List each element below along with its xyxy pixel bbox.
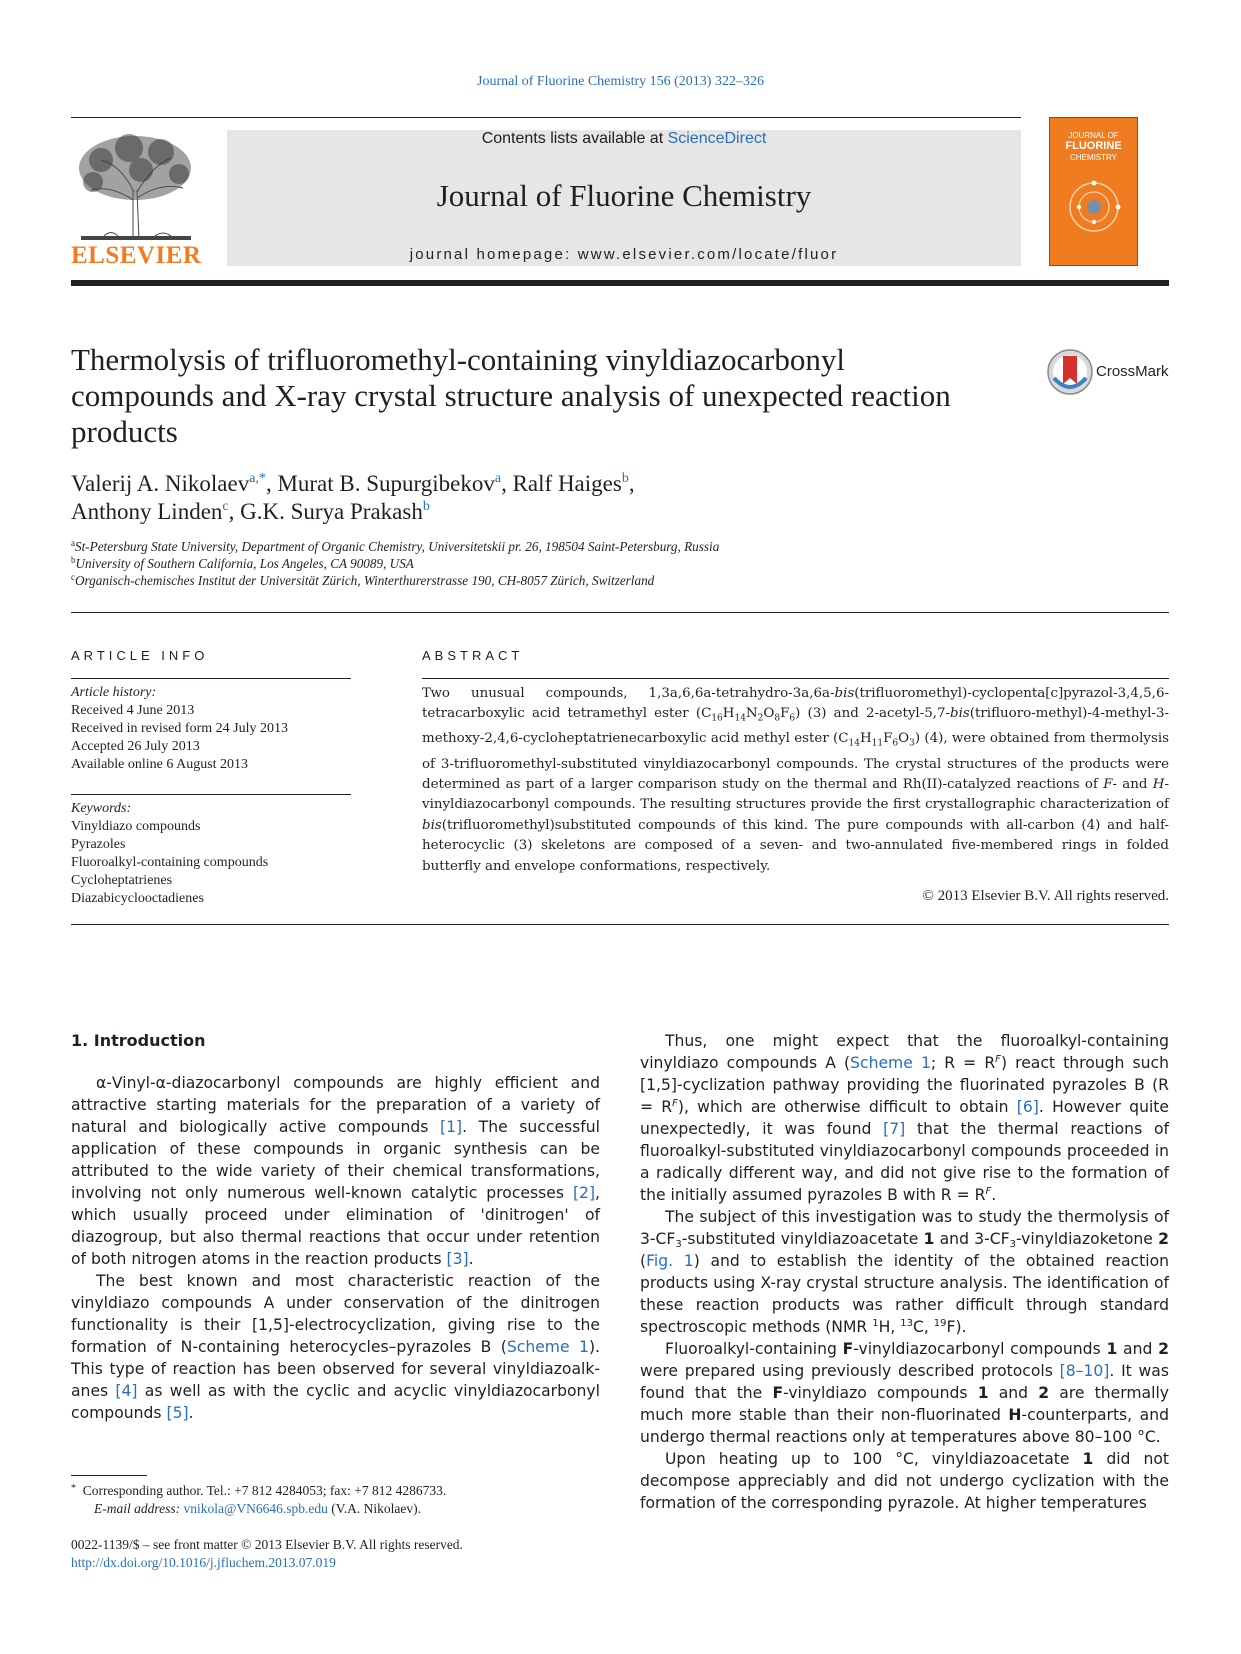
header-rule (71, 117, 1021, 118)
corresponding-author-footnote: * Corresponding author. Tel.: +7 812 4284053; fax: +7 812 4286733. E-mail address: vnikola@VN6646.spb.edu (V.A. Nikolaev). (71, 1483, 447, 1516)
author-affiliation-mark[interactable]: a,* (249, 471, 266, 486)
author-name: Valerij A. Nikolaev (71, 471, 250, 496)
header-thick-rule (71, 280, 1169, 286)
abstract-copyright: © 2013 Elsevier B.V. All rights reserved. (922, 888, 1169, 904)
history-item: Received 4 June 2013 (71, 703, 195, 718)
keywords-list (71, 800, 356, 908)
keywords-rule (71, 794, 351, 795)
scheme-link[interactable]: Scheme 1 (506, 1338, 589, 1356)
elsevier-logo[interactable] (71, 130, 201, 270)
journal-banner (227, 130, 1021, 266)
contents-line (227, 130, 1021, 148)
history-item: Accepted 26 July 2013 (71, 739, 200, 754)
paragraph: Upon heating up to 100 °C, vinyldiazoacetate 1 did not decompose appreciably and did not undergo cyclization with the formation of the corresponding pyrazole. At higher temperatures (640, 1450, 1169, 1512)
atom-icon (1067, 180, 1121, 234)
author-affiliation-mark[interactable]: b (422, 499, 430, 514)
reference-link[interactable]: [4] (115, 1382, 138, 1400)
reference-link[interactable]: [2] (572, 1184, 596, 1202)
affiliation-item: $^b$University of Southern California, Los Angeles, CA 90089, USA (71, 555, 414, 571)
paragraph: α-Vinyl-α-diazocarbonyl compounds are highly efficient and attractive starting materials for the preparation of a variety of natural and biologically active compounds [1]. The successful application of these compounds in organic synthesis can be attributed to the wide variety of their chemical transformations, involving not only numerous well-known catalytic processes [2], which usually proceed under elimination of 'dinitrogen' of diazogroup, but also thermal reactions that occur under retention of both nitrogen atoms in the reaction products [3]. (71, 1074, 600, 1268)
author-name: Ralf Haiges (512, 471, 622, 496)
elsevier-tree-icon (71, 130, 201, 242)
cover-title: JOURNAL OF FLUORINE CHEMISTRY (1065, 131, 1122, 162)
keyword-item: Cycloheptatrienes (71, 873, 173, 888)
reference-link[interactable]: [3] (446, 1250, 469, 1268)
reference-link[interactable]: [1] (440, 1118, 463, 1136)
email-link[interactable]: vnikola@VN6646.spb.edu (183, 1501, 328, 1516)
figure-link[interactable]: Fig. 1 (646, 1252, 694, 1270)
journal-cover-thumbnail[interactable] (1049, 117, 1138, 266)
journal-citation[interactable]: Journal of Fluorine Chemistry 156 (2013) 322–326 (477, 74, 764, 89)
author-affiliation-mark[interactable]: c (222, 499, 229, 514)
reference-link[interactable]: [6] (1016, 1098, 1039, 1116)
crossmark-badge[interactable] (1046, 348, 1176, 398)
article-title: Thermolysis of trifluoromethyl-containing vinyldiazocarbonyl compounds and X-ray crystal structure analysis of unexpected reaction products (71, 342, 951, 449)
body-column-right (640, 1030, 1169, 1514)
paragraph: The subject of this investigation was to study the thermolysis of $3-CF_3$-substituted vinyldiazoacetate 1 and $3-CF_3$-vinyldiazoketone 2 (Fig. 1) and to establish the identity of the obtained reaction products using X-ray crystal structure analysis. The identification of these reaction products was rather difficult through standard spectroscopic methods (NMR $^1$H, $^{13}$C, $^{19}$F). (640, 1208, 1169, 1336)
crossmark-icon (1046, 348, 1094, 396)
sciencedirect-link[interactable]: ScienceDirect (667, 130, 767, 147)
reference-link[interactable]: [8–10] (1059, 1362, 1110, 1380)
history-item: Received in revised form 24 July 2013 (71, 721, 288, 736)
author-name: Murat B. Supurgibekov (277, 471, 495, 496)
section-heading: 1. Introduction (71, 1031, 206, 1050)
scheme-link[interactable]: Scheme 1 (850, 1054, 931, 1072)
elsevier-wordmark: ELSEVIER (71, 242, 202, 269)
corresponding-info: Corresponding author. Tel.: +7 812 4284053; fax: +7 812 4286733. (82, 1483, 447, 1498)
section-rule (71, 612, 1169, 613)
author-name: Anthony Linden (71, 499, 223, 524)
footnote-rule (71, 1475, 147, 1476)
affiliation-list (71, 538, 1071, 589)
article-history (71, 684, 356, 774)
contents-prefix: Contents lists available at (481, 130, 668, 147)
keyword-item: Diazabicyclooctadienes (71, 891, 204, 906)
email-label: E-mail address: (94, 1501, 184, 1516)
affiliation-item: $^a$St-Petersburg State University, Department of Organic Chemistry, Universitetskii pr. 26, 198504 Saint-Petersburg, Russia (71, 538, 720, 554)
author-affiliation-mark[interactable]: a (494, 471, 502, 486)
reference-link[interactable]: [7] (883, 1120, 906, 1138)
author-list: Valerij A. Nikolaev$^{a,*}$, Murat B. Supurgibekov$^a$, Ralf Haiges$^b$, Anthony Linden$^c$, G.K. Surya Prakash$^b$ (71, 471, 635, 524)
keyword-item: Fluoroalkyl-containing compounds (71, 855, 269, 870)
abstract-text: Two unusual compounds, 1,3a,6,6a-tetrahydro-3a,6a-bis(trifluoromethyl)-cyclopenta[c]pyrazol-3,4,5,6-tetracarboxylic acid tetramethyl ester $(C_{16}H_{14}N_2O_8F_6)$ (3) and 2-acetyl-5,7-bis(trifluoro-methyl)-4-methyl-3-methoxy-2,4,6-cycloheptatrienecarboxylic acid methyl ester $(C_{14}H_{11}F_6O_3)$ (4), were obtained from thermolysis of 3-trifluoromethyl-substituted vinyldiazocarbonyl compounds. The crystal structures of the products were determined as part of a larger comparison study on the thermal and Rh(II)-catalyzed reactions of F- and H-vinyldiazocarbonyl compounds. The resulting structures provide the first crystallographic characterization of bis(trifluoromethyl)substituted compounds of this kind. The pure compounds with all-carbon (4) and half-heterocyclic (3) skeletons are composed of a seven- and two-annulated five-membered rings in folded butterfly and envelope conformations, respectively. (422, 686, 1169, 874)
history-item: Available online 6 August 2013 (71, 757, 249, 772)
paragraph: The best known and most characteristic reaction of the vinyldiazo compounds A under conservation of the dinitrogen functionality is their [1,5]-electrocyclization, giving rise to the formation of N-containing heterocycles–pyrazoles B (Scheme 1). This type of reaction has been observed for several vinyldiazoalk-anes [4] as well as with the cyclic and acyclic vinyldiazocarbonyl compounds [5]. (71, 1272, 600, 1422)
author-affiliation-mark[interactable]: b (621, 471, 629, 486)
front-matter-line: 0022-1139/$ – see front matter © 2013 Elsevier B.V. All rights reserved. (71, 1537, 463, 1552)
doi-link[interactable]: http://dx.doi.org/10.1016/j.jfluchem.2013.07.019 (71, 1555, 336, 1570)
crossmark-label: CrossMark (1096, 363, 1169, 380)
affiliation-item: $^c$Organisch-chemisches Institut der Universität Zürich, Winterthurerstrasse 190, CH-8057 Zürich, Switzerland (71, 572, 655, 588)
front-matter (71, 1536, 631, 1572)
reference-link[interactable]: [5] (166, 1404, 189, 1422)
keyword-item: Pyrazoles (71, 837, 126, 852)
abstract-heading: ABSTRACT (422, 648, 524, 663)
article-info-heading: ARTICLE INFO (71, 648, 209, 663)
keywords-label: Keywords: (71, 801, 132, 816)
journal-title: Journal of Fluorine Chemistry (436, 178, 812, 213)
abstract-rule (422, 678, 1169, 679)
paragraph: Thus, one might expect that the fluoroalkyl-containing vinyldiazo compounds A (Scheme 1; $R = R^F$) react through such [1,5]-cyclization pathway providing the fluorinated pyrazoles B $(R = R^F)$, which are otherwise difficult to obtain [6]. However quite unexpectedly, it was found [7] that the thermal reactions of fluoroalkyl-substituted vinyldiazocarbonyl compounds proceeded in a radically different way, and did not give rise to the formation of the initially assumed pyrazoles B with $R = R^F$. (640, 1032, 1169, 1204)
abstract-bottom-rule (71, 924, 1169, 925)
keyword-item: Vinyldiazo compounds (71, 819, 201, 834)
body-column-left (71, 1030, 600, 1424)
journal-homepage[interactable]: journal homepage: www.elsevier.com/locate/fluor (409, 246, 839, 263)
paragraph: Fluoroalkyl-containing F-vinyldiazocarbonyl compounds 1 and 2 were prepared using previously described protocols [8–10]. It was found that the F-vinyldiazo compounds 1 and 2 are thermally much more stable than their non-fluorinated H-counterparts, and undergo thermal reactions only at temperatures above 80–100 °C. (640, 1340, 1170, 1446)
history-label: Article history: (71, 685, 157, 700)
article-info-rule (71, 678, 351, 679)
author-name: G.K. Surya Prakash (240, 499, 423, 524)
